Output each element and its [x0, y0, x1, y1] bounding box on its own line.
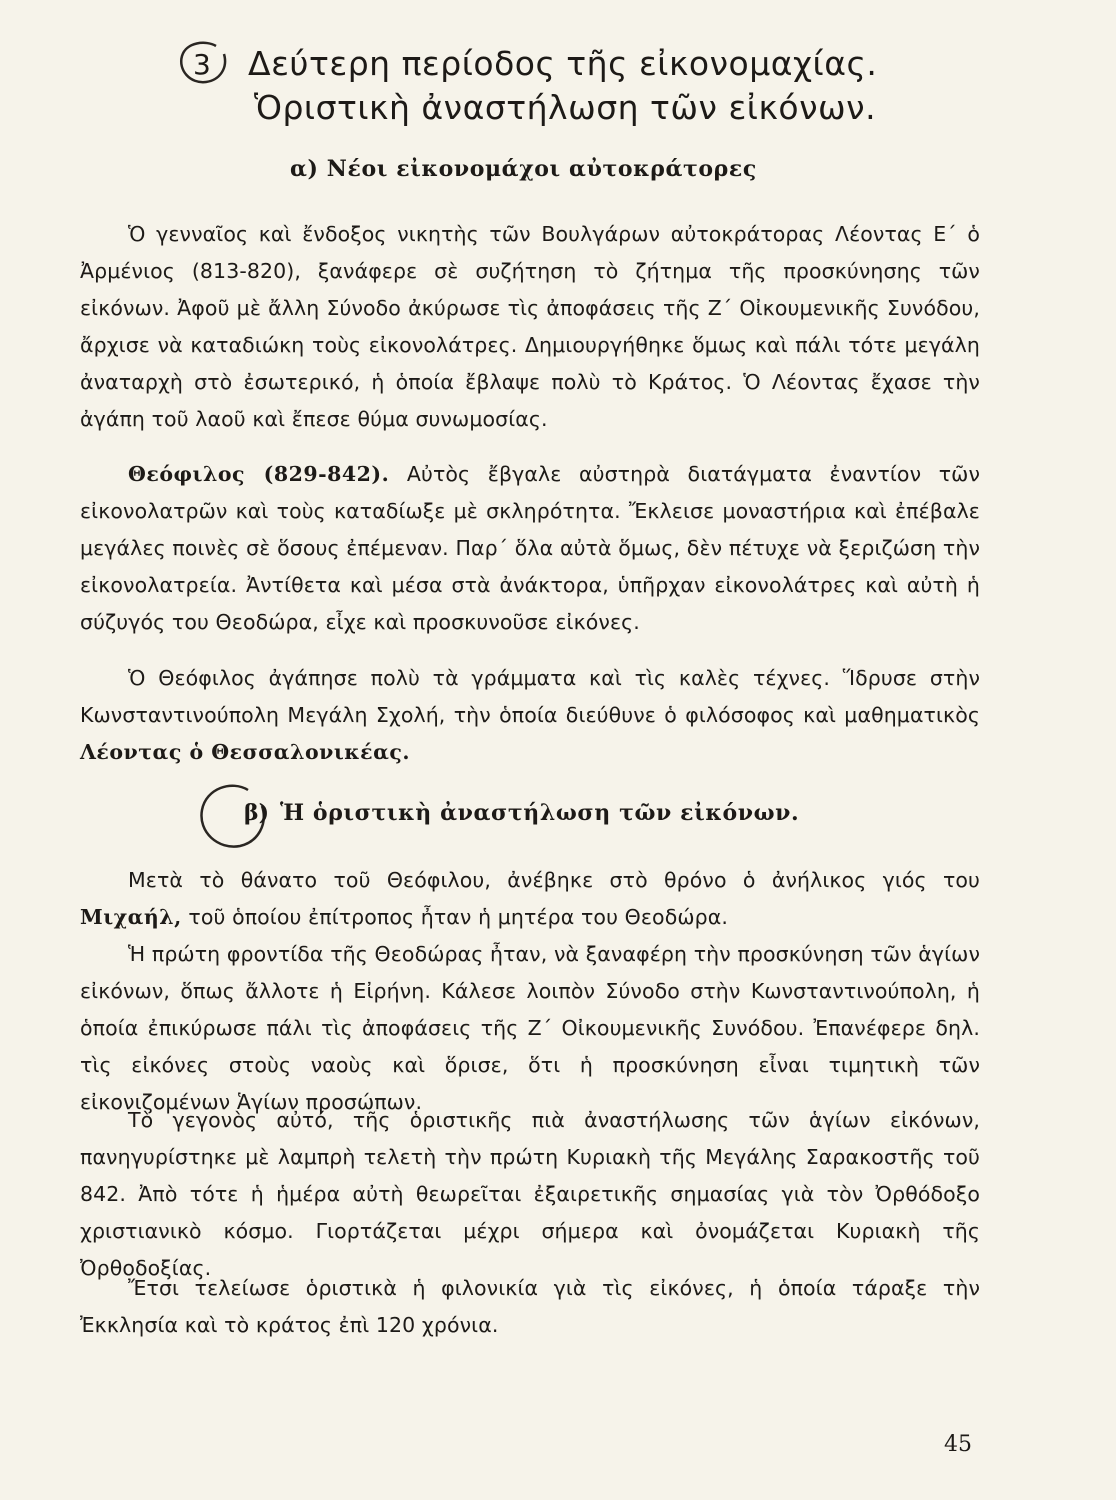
section-b-paragraph-4: [80, 1270, 980, 1344]
chapter-number-marker: [176, 38, 232, 88]
chapter-title-line1: Δεύτερη περίοδος τῆς εἰκονομαχίας.: [248, 44, 878, 83]
theophilos-name: Θεόφιλος (829-842).: [128, 462, 390, 486]
paragraph-text: Ὁ γενναῖος καὶ ἔνδοξος νικητὴς τῶν Βουλγάρων αὐτοκράτορας Λέοντας Ε΄ ὁ Ἀρμένιος (813-820), ξανάφερε σὲ συζήτηση τὸ ζήτημα τῆς προσκύνησης τῶν εἰκόνων. Ἀφοῦ μὲ ἄλλη Σύνοδο ἀκύρωσε τὶς ἀποφάσεις τῆς Ζ΄ Οἰκουμενικῆς Συνόδου, ἄρχισε νὰ καταδιώκη τοὺς εἰκονολάτρες. Δημιουργήθηκε ὅμως καὶ πάλι τότε μεγάλη ἀναταρχὴ στὸ ἐσωτερικό, ἡ ὁποία ἔβλαψε πολὺ τὸ Κράτος. Ὁ Λέοντας ἔχασε τὴν ἀγάπη τοῦ λαοῦ καὶ ἔπεσε θύμα συνωμοσίας.: [80, 222, 980, 431]
paragraph-text: Ἡ πρώτη φροντίδα τῆς Θεοδώρας ἦταν, νὰ ξαναφέρη τὴν προσκύνηση τῶν ἁγίων εἰκόνων, ὅπως ἄλλοτε ἡ Εἰρήνη. Κάλεσε λοιπὸν Σύνοδο στὴν Κωνσταντινούπολη, ἡ ὁποία ἐπικύρωσε πάλι τὶς ἀποφάσεις τῆς Ζ΄ Οἰκουμενικῆς Συνόδου. Ἐπανέφερε δηλ. τὶς εἰκόνες στοὺς ναοὺς καὶ ὅρισε, ὅτι ἡ προσκύνηση εἶναι τιμητικὴ τῶν εἰκονιζομένων Ἁγίων προσώπων.: [80, 942, 980, 1114]
handwritten-circle-icon: [176, 38, 232, 88]
section-a-paragraph-2: [80, 456, 980, 641]
paragraph-text: τοῦ ὁποίου ἐπίτροπος ἦταν ἡ μητέρα του Θεοδώρα.: [188, 905, 728, 929]
paragraph-text: Ὁ Θεόφιλος ἀγάπησε πολὺ τὰ γράμματα καὶ τὶς καλὲς τέχνες. Ἵδρυσε στὴν Κωνσταντινούπολη Μεγάλη Σχολή, τὴν ὁποία διεύθυνε ὁ φιλόσοφος καὶ μαθηματικὸς: [80, 666, 980, 727]
section-b-label: β): [244, 800, 270, 826]
leon-name: Λέοντας ὁ Θεσσαλονικέας.: [80, 740, 411, 764]
section-b-paragraph-1: [80, 862, 980, 936]
page-number: 45: [944, 1432, 972, 1457]
paragraph-text: Ἔτσι τελείωσε ὁριστικὰ ἡ φιλονικία γιὰ τὶς εἰκόνες, ἡ ὁποία τάραξε τὴν Ἐκκλησία καὶ τὸ κράτος ἐπὶ 120 χρόνια.: [80, 1276, 980, 1337]
section-b-paragraph-2: [80, 936, 980, 1121]
paragraph-text: Αὐτὸς ἔβγαλε αὐστηρὰ διατάγματα ἐναντίον τῶν εἰκονολατρῶν καὶ τοὺς καταδίωξε μὲ σκληρότητα. Ἔκλεισε μοναστήρια καὶ ἐπέβαλε μεγάλες ποινὲς σὲ ὅσους ἐπέμεναν. Παρ΄ ὅλα αὐτὰ ὅμως, δὲν πέτυχε νὰ ξεριζώση τὴν εἰκονολατρεία. Ἀντίθετα καὶ μέσα στὰ ἀνάκτορα, ὑπῆρχαν εἰκονολάτρες καὶ αὐτὴ ἡ σύζυγός του Θεοδώρα, εἶχε καὶ προσκυνοῦσε εἰκόνες.: [80, 462, 980, 634]
section-b-paragraph-3: [80, 1102, 980, 1287]
chapter-number: 3: [193, 48, 211, 81]
section-a-paragraph-1: [80, 216, 980, 438]
paragraph-text: Μετὰ τὸ θάνατο τοῦ Θεόφιλου, ἀνέβηκε στὸ θρόνο ὁ ἀνήλικος γιός του: [128, 868, 980, 892]
section-a-heading: α) Νέοι εἰκονομάχοι αὐτοκράτορες: [290, 156, 757, 182]
michael-name: Μιχαήλ,: [80, 905, 182, 929]
chapter-title-line2: Ὁριστικὴ ἀναστήλωση τῶν εἰκόνων.: [254, 88, 877, 127]
paragraph-text: Τὸ γεγονὸς αὐτό, τῆς ὁριστικῆς πιὰ ἀναστήλωσης τῶν ἁγίων εἰκόνων, πανηγυρίστηκε μὲ λαμπρὴ τελετὴ τὴν πρώτη Κυριακὴ τῆς Μεγάλης Σαρακοστῆς τοῦ 842. Ἀπὸ τότε ἡ ἡμέρα αὐτὴ θεωρεῖται ἐξαιρετικῆς σημασίας γιὰ τὸν Ὀρθόδοξο χριστιανικὸ κόσμο. Γιορτάζεται μέχρι σήμερα καὶ ὀνομάζεται Κυριακὴ τῆς Ὀρθοδοξίας.: [80, 1108, 980, 1280]
section-a-paragraph-3: [80, 660, 980, 771]
section-b-heading: Ἡ ὁριστικὴ ἀναστήλωση τῶν εἰκόνων.: [280, 800, 800, 826]
